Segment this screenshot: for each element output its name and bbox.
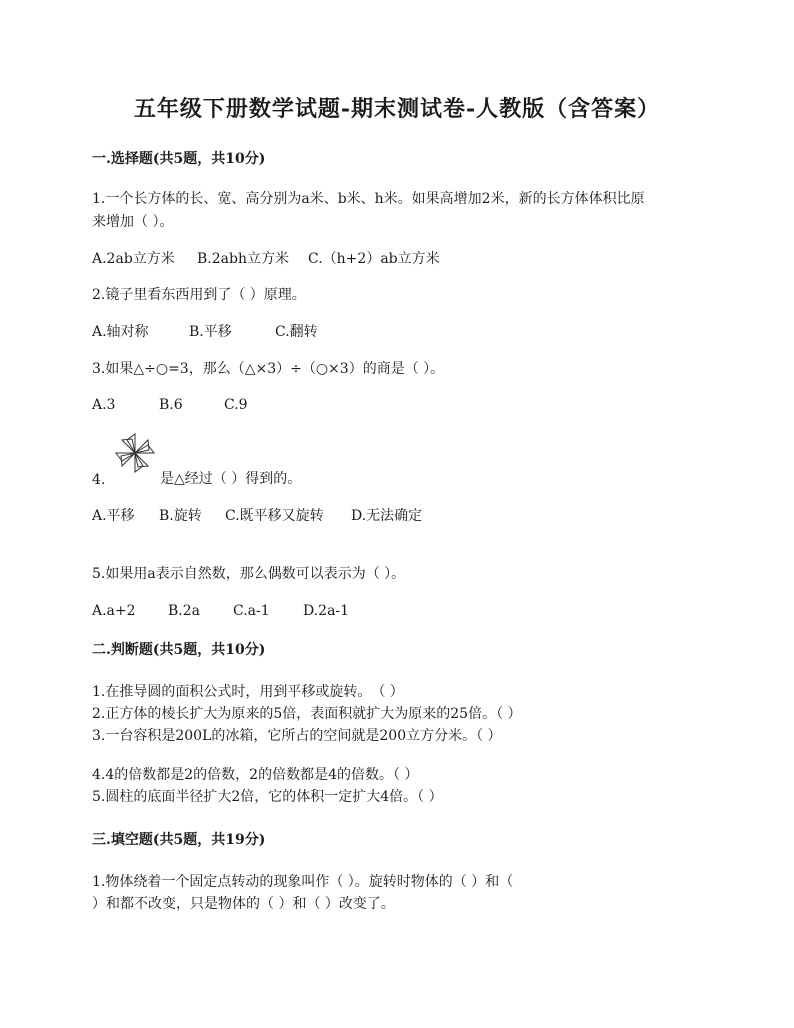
option-b: B.旋转 [159, 508, 202, 524]
option-c: C.9 [224, 397, 248, 413]
question-text: 3.如果△÷○=3，那么（△×3）÷（○×3）的商是（ ）。 [92, 361, 445, 377]
question-text: ）和都不改变，只是物体的（ ）和（ ）改变了。 [92, 896, 395, 912]
section-heading-choice: 一.选择题(共5题，共10分) [92, 151, 266, 167]
list-item: 5.圆柱的底面半径扩大2倍，它的体积一定扩大4倍。（ ） [92, 789, 443, 805]
section-heading-fill: 三.填空题(共5题，共19分) [92, 832, 266, 848]
option-b: B.2abh立方米 [197, 251, 289, 267]
option-d: D.无法确定 [351, 508, 423, 524]
question-text: 是△经过（ ）得到的。 [160, 471, 302, 487]
option-a: A.轴对称 [92, 324, 149, 340]
option-a: A.3 [92, 397, 116, 413]
option-b: B.6 [159, 397, 183, 413]
option-c: C.既平移又旋转 [225, 508, 324, 524]
question-text: 1.物体绕着一个固定点转动的现象叫作（ ）。旋转时物体的（ ）和（ [92, 874, 514, 890]
option-c: C.（h+2）ab立方米 [308, 251, 440, 267]
question-text: 来增加（ ）。 [92, 214, 174, 230]
option-d: D.2a-1 [303, 603, 350, 619]
list-item: 1.在推导圆的面积公式时，用到平移或旋转。 （ ） [92, 684, 404, 700]
option-c: C.翻转 [275, 324, 318, 340]
option-a: A.2ab立方米 [92, 251, 175, 267]
option-c: C.a-1 [233, 603, 270, 619]
list-item: 3.一台容积是200L的冰箱，它所占的空间就是200立方分米。（ ） [92, 728, 502, 744]
question-text: 5.如果用a表示自然数，那么偶数可以表示为（ ）。 [92, 566, 406, 582]
pinwheel-figure-icon [114, 432, 156, 474]
page-title: 五年级下册数学试题-期末测试卷-人教版（含答案） [133, 96, 661, 122]
list-item: 2.正方体的棱长扩大为原来的5倍，表面积就扩大为原来的25倍。（ ） [92, 706, 522, 722]
list-item: 4.4的倍数都是2的倍数，2的倍数都是4的倍数。（ ） [92, 767, 419, 783]
question-text: 2.镜子里看东西用到了（ ）原理。 [92, 287, 306, 303]
option-b: B.2a [168, 603, 200, 619]
question-text: 1.一个长方体的长、宽、高分别为a米、b米、h米。如果高增加2米，新的长方体体积比原 [92, 191, 645, 207]
option-b: B.平移 [189, 324, 232, 340]
question-number: 4. [92, 472, 106, 488]
option-a: A.a+2 [92, 603, 136, 619]
section-heading-judgment: 二.判断题(共5题，共10分) [92, 642, 266, 658]
option-a: A.平移 [92, 508, 135, 524]
